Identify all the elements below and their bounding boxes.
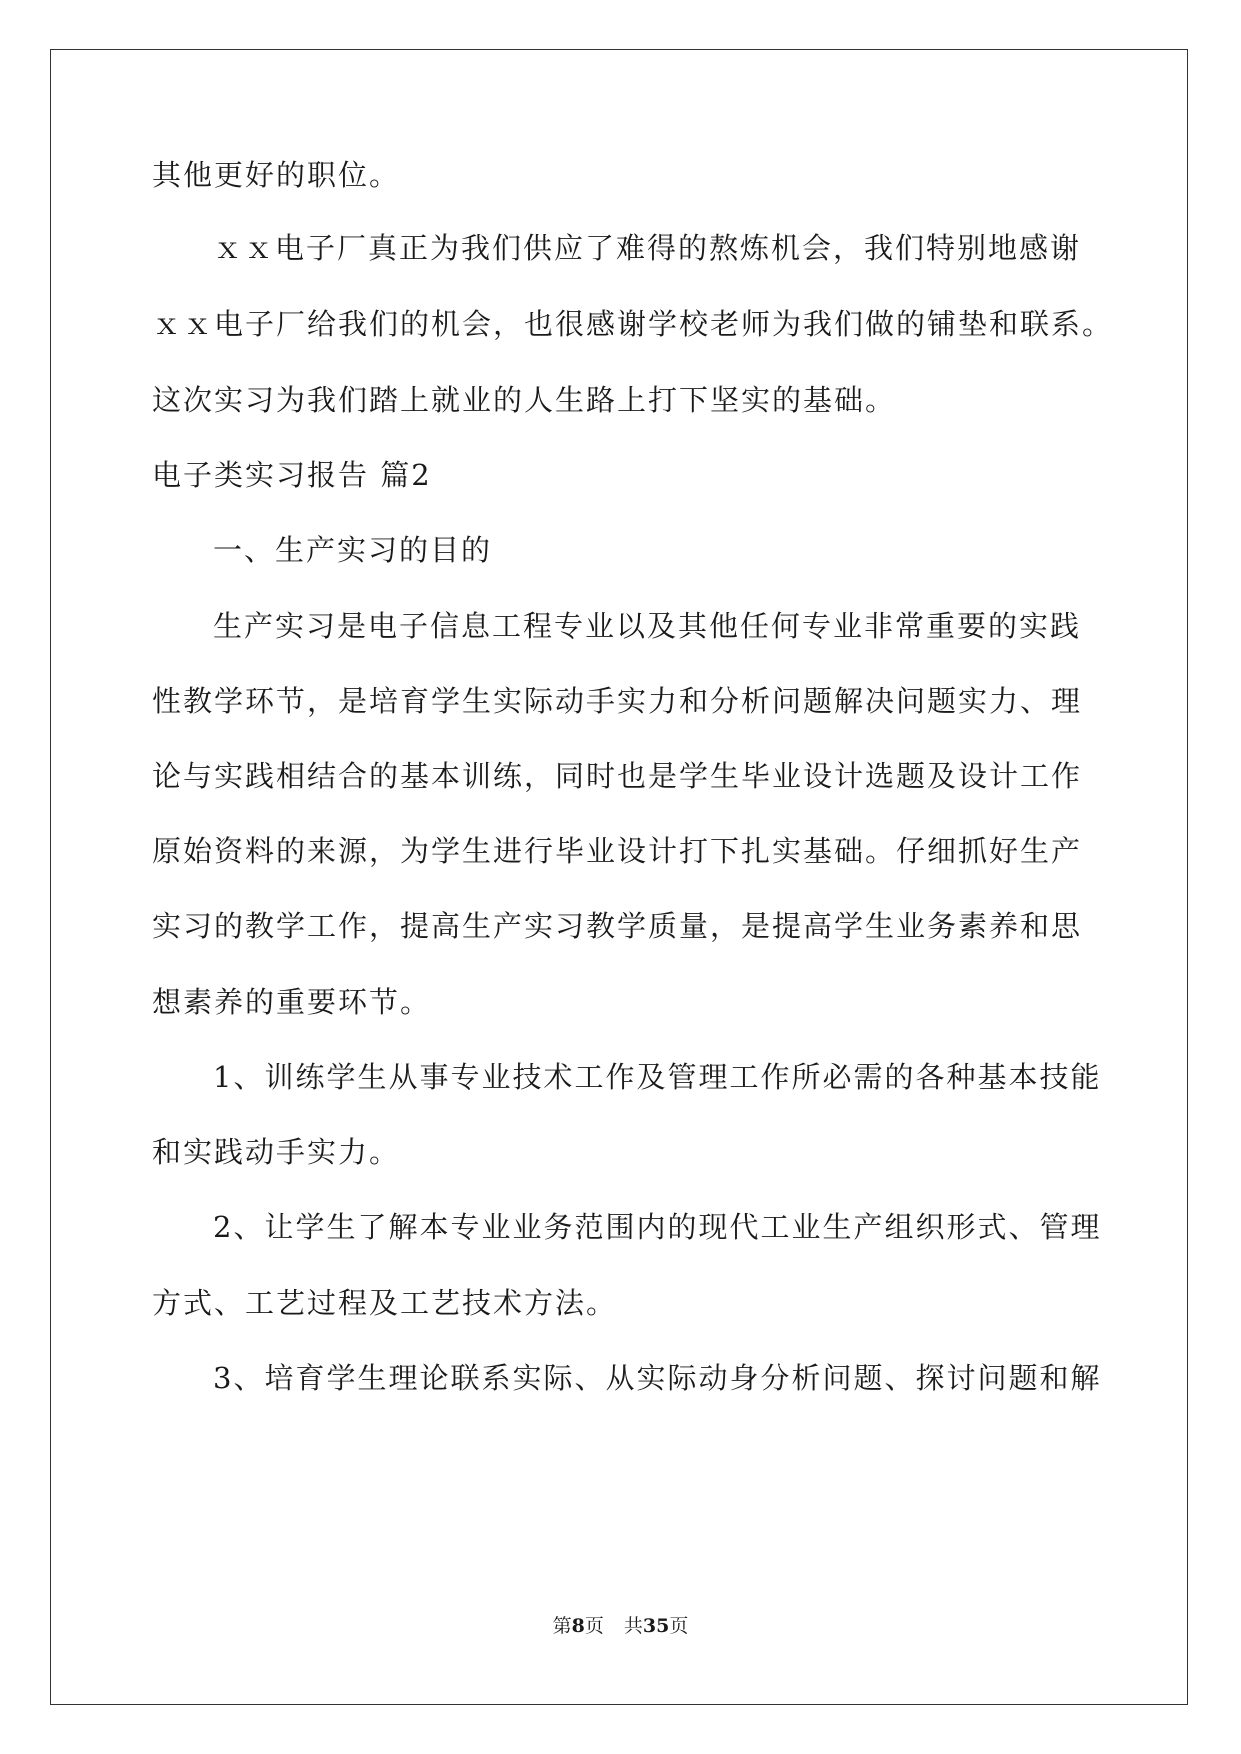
total-pages: 35	[642, 1615, 670, 1637]
paragraph-line: 这次实习为我们踏上就业的人生路上打下坚实的基础。	[152, 383, 897, 417]
page-suffix: 页	[584, 1615, 604, 1637]
paragraph-line: 实习的教学工作，提高生产实习教学质量，是提高学生业务素养和思	[152, 909, 1083, 943]
paragraph-line: ｘｘ电子厂给我们的机会，也很感谢学校老师为我们做的铺垫和联系。	[152, 307, 1114, 341]
list-item-line: 3、培育学生理论联系实际、从实际动身分析问题、探讨问题和解	[213, 1361, 1102, 1395]
paragraph-line: ｘｘ电子厂真正为我们供应了难得的熬炼机会，我们特别地感谢	[213, 231, 1082, 265]
total-prefix: 共	[623, 1615, 643, 1637]
page-prefix: 第	[552, 1615, 572, 1637]
paragraph-line: 原始资料的来源，为学生进行毕业设计打下扎实基础。仔细抓好生产	[152, 834, 1083, 868]
list-item-line: 和实践动手实力。	[152, 1135, 401, 1169]
paragraph-line: 其他更好的职位。	[152, 158, 401, 192]
page-footer	[0, 1613, 1241, 1639]
section-heading: 电子类实习报告 篇2	[152, 458, 432, 492]
paragraph-line: 想素养的重要环节。	[152, 985, 432, 1019]
page-number: 8	[571, 1615, 585, 1637]
page-border	[50, 49, 1188, 1705]
subsection-heading: 一、生产实习的目的	[213, 533, 493, 567]
paragraph-line: 生产实习是电子信息工程专业以及其他任何专业非常重要的实践	[213, 609, 1082, 643]
paragraph-line: 论与实践相结合的基本训练，同时也是学生毕业设计选题及设计工作	[152, 759, 1083, 793]
total-suffix: 页	[669, 1615, 689, 1637]
list-item-line: 2、让学生了解本专业业务范围内的现代工业生产组织形式、管理	[213, 1210, 1102, 1244]
list-item-line: 方式、工艺过程及工艺技术方法。	[152, 1286, 618, 1320]
paragraph-line: 性教学环节，是培育学生实际动手实力和分析问题解决问题实力、理	[152, 684, 1083, 718]
list-item-line: 1、训练学生从事专业技术工作及管理工作所必需的各种基本技能	[213, 1060, 1102, 1094]
